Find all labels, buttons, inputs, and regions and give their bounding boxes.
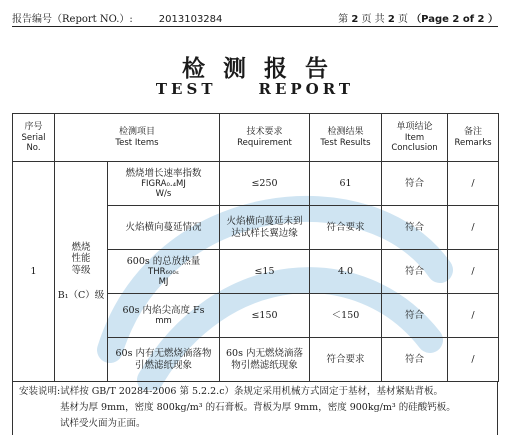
item-cell: 60s 内有无燃烧滴落物引燃滤纸现象 xyxy=(108,338,220,382)
page-total: 2 xyxy=(387,14,395,25)
result-cell: ＜150 xyxy=(310,294,382,338)
item-cell: 60s 内焰尖高度 Fs mm xyxy=(108,294,220,338)
requirement-cell: 火焰横向蔓延未到达试样长翼边缘 xyxy=(220,206,310,250)
page-en: （Page 2 of 2 ） xyxy=(411,14,498,25)
conclusion-cell: 符合 xyxy=(382,294,448,338)
remark-cell: / xyxy=(448,162,499,206)
header-test-results: 检测结果 Test Results xyxy=(310,114,382,162)
requirement-cell: ≤15 xyxy=(220,250,310,294)
table-row xyxy=(13,162,499,206)
header-conclusion: 单项结论 Item Conclusion xyxy=(382,114,448,162)
conclusion-cell: 符合 xyxy=(382,162,448,206)
conclusion-cell: 符合 xyxy=(382,338,448,382)
header-serial: 序号 Serial No. xyxy=(13,114,55,162)
result-cell: 符合要求 xyxy=(310,206,382,250)
remark-cell: / xyxy=(448,206,499,250)
requirement-cell: 60s 内无燃烧滴落物引燃滤纸现象 xyxy=(220,338,310,382)
result-cell: 符合要求 xyxy=(310,338,382,382)
item-cell: 火焰横向蔓延情况 xyxy=(108,206,220,250)
title-english: TEST REPORT xyxy=(155,80,355,98)
header-test-items: 检测项目 Test Items xyxy=(55,114,220,162)
table-header-row xyxy=(13,114,499,162)
remark-cell: / xyxy=(448,338,499,382)
page-current: 2 xyxy=(351,14,359,25)
conclusion-cell: 符合 xyxy=(382,250,448,294)
installation-note-label: 安装说明: xyxy=(19,386,61,397)
header-remarks: 备注 Remarks xyxy=(448,114,499,162)
item-cell: 燃烧增长速率指数 FIGRA₀.₄MJ W/s xyxy=(108,162,220,206)
item-cell: 600s 的总放热量 THR₆₀₀ₛ MJ xyxy=(108,250,220,294)
result-cell: 61 xyxy=(310,162,382,206)
report-no-label: 报告编号（Report NO.）: xyxy=(12,14,133,25)
test-results-table xyxy=(12,113,499,382)
header-requirement: 技术要求 Requirement xyxy=(220,114,310,162)
remark-cell: / xyxy=(448,294,499,338)
conclusion-cell: 符合 xyxy=(382,206,448,250)
title-chinese: 检测报告 xyxy=(182,55,346,82)
report-no-value: 2013103284 xyxy=(158,14,223,25)
remark-cell: / xyxy=(448,250,499,294)
test-group: 燃烧 性能 等级 B₁（C）级 xyxy=(55,162,108,382)
installation-note: 安装说明:试样按 GB/T 20284-2006 第 5.2.2.c）条规定采用机械方式固定于基材，基材紧贴背板。 基材为厚 9mm，密度 800kg/m³ 的石膏板。背板为厚 9mm，密度 900kg/m³ 的硅酸钙板。 试样受火面为正面。 xyxy=(12,381,498,435)
page-indicator: 第 2 页 共 2 页 （Page 2 of 2 ） xyxy=(338,14,498,25)
requirement-cell: ≤150 xyxy=(220,294,310,338)
serial-number: 1 xyxy=(13,162,55,382)
requirement-cell: ≤250 xyxy=(220,162,310,206)
page-header xyxy=(12,4,498,27)
result-cell: 4.0 xyxy=(310,250,382,294)
